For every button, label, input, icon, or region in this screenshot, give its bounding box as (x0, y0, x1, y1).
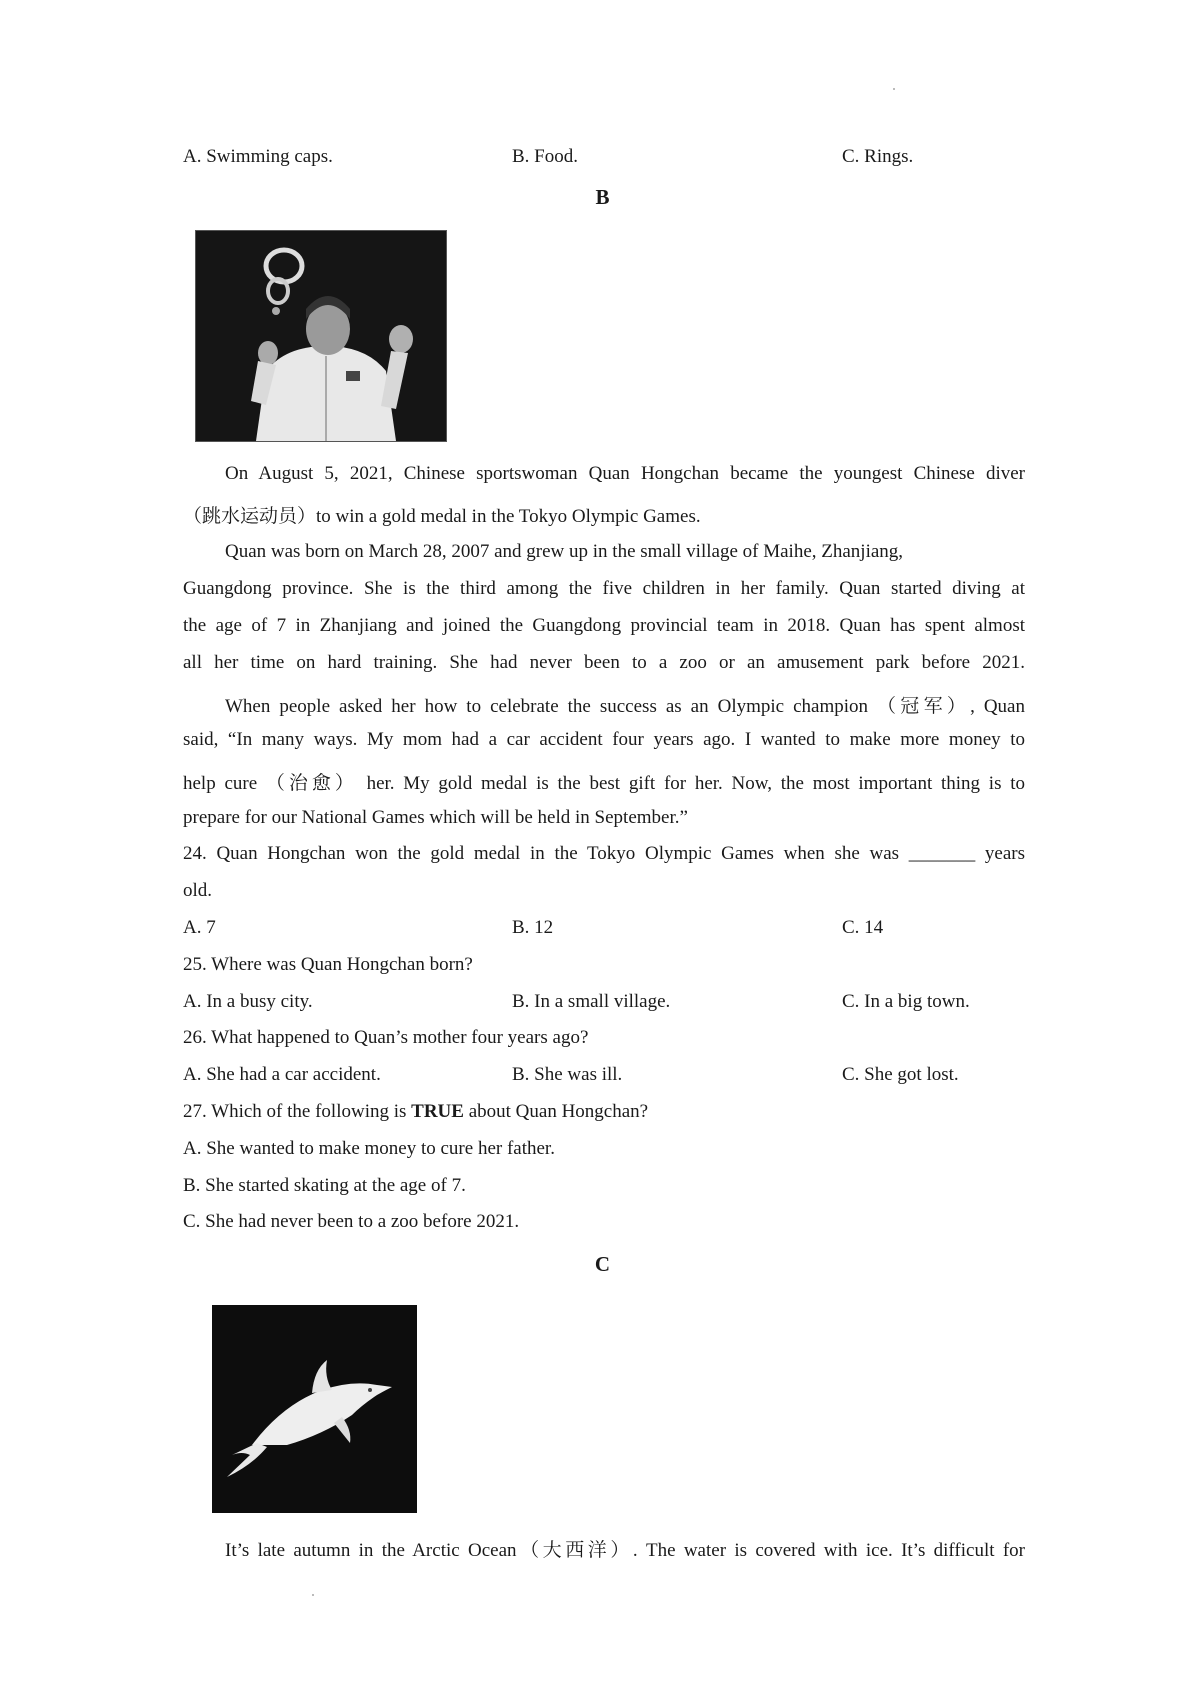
question-25-option-c: C. In a big town. (842, 991, 970, 1012)
question-27-option-c: C. She had never been to a zoo before 2021. (183, 1211, 520, 1232)
question-24-stem-cont: old. (183, 880, 213, 901)
para-1-line-2: （跳水运动员）to win a gold medal in the Tokyo Olympic Games. (183, 506, 701, 527)
question-25-option-b: B. In a small village. (512, 991, 671, 1012)
question-24-stem: 24. Quan Hongchan won the gold medal in the Tokyo Olympic Games when she was _______ years (183, 843, 1025, 864)
question-26-option-b: B. She was ill. (512, 1064, 623, 1085)
question-27-option-a: A. She wanted to make money to cure her father. (183, 1138, 555, 1159)
para-2-line-1: Quan was born on March 28, 2007 and grew up in the small village of Maihe, Zhanjiang, (225, 541, 904, 562)
para-3-line-4: prepare for our National Games which will be held in September.” (183, 807, 688, 828)
section-b-heading: B (595, 185, 610, 209)
dolphin-photo (212, 1305, 417, 1513)
diver-photo-drawing (196, 231, 446, 441)
para-1-line-1: On August 5, 2021, Chinese sportswoman Quan Hongchan became the youngest Chinese diver (225, 463, 1025, 484)
question-25-option-a: A. In a busy city. (183, 991, 313, 1012)
section-c-first-line: It’s late autumn in the Arctic Ocean（大西洋）. The water is covered with ice. It’s difficult for (225, 1540, 1025, 1561)
question-27-stem (183, 1101, 648, 1123)
scan-speck (893, 88, 895, 90)
question-27-option-b: B. She started skating at the age of 7. (183, 1175, 466, 1196)
question-27-stem-end: about Quan Hongchan? (463, 1101, 649, 1122)
section-c-heading: C (594, 1252, 611, 1276)
para-2-line-4: all her time on hard training. She had never been to a zoo or an amusement park before 2021. (183, 652, 1025, 673)
question-27-stem-start: 27. Which of the following is (183, 1101, 412, 1122)
para-2-line-2: Guangdong province. She is the third among the five children in her family. Quan started diving at (183, 578, 1025, 599)
para-3-line-1: When people asked her how to celebrate the success as an Olympic champion （冠军）, Quan (225, 696, 1025, 717)
para-3-line-3: help cure （治愈） her. My gold medal is the best gift for her. Now, the most important thing is to (183, 773, 1025, 794)
prev-option-c: C. Rings. (842, 146, 914, 167)
diver-with-medal-photo (195, 230, 447, 442)
question-24-option-c: C. 14 (842, 917, 884, 938)
question-26-option-c: C. She got lost. (842, 1064, 959, 1085)
scan-speck (312, 1594, 314, 1596)
dolphin-photo-drawing (212, 1305, 417, 1513)
question-24-option-a: A. 7 (183, 917, 216, 938)
prev-option-a: A. Swimming caps. (183, 146, 333, 167)
question-25-stem: 25. Where was Quan Hongchan born? (183, 954, 473, 975)
question-24-option-b: B. 12 (512, 917, 554, 938)
question-26-option-a: A. She had a car accident. (183, 1064, 381, 1085)
para-3-line-2: said, “In many ways. My mom had a car accident four years ago. I wanted to make more money to (183, 729, 1025, 750)
question-27-stem-emphasis: TRUE (411, 1101, 464, 1122)
para-2-line-3: the age of 7 in Zhanjiang and joined the Guangdong provincial team in 2018. Quan has spent almost (183, 615, 1025, 636)
prev-option-b: B. Food. (512, 146, 578, 167)
question-26-stem: 26. What happened to Quan’s mother four years ago? (183, 1027, 589, 1048)
